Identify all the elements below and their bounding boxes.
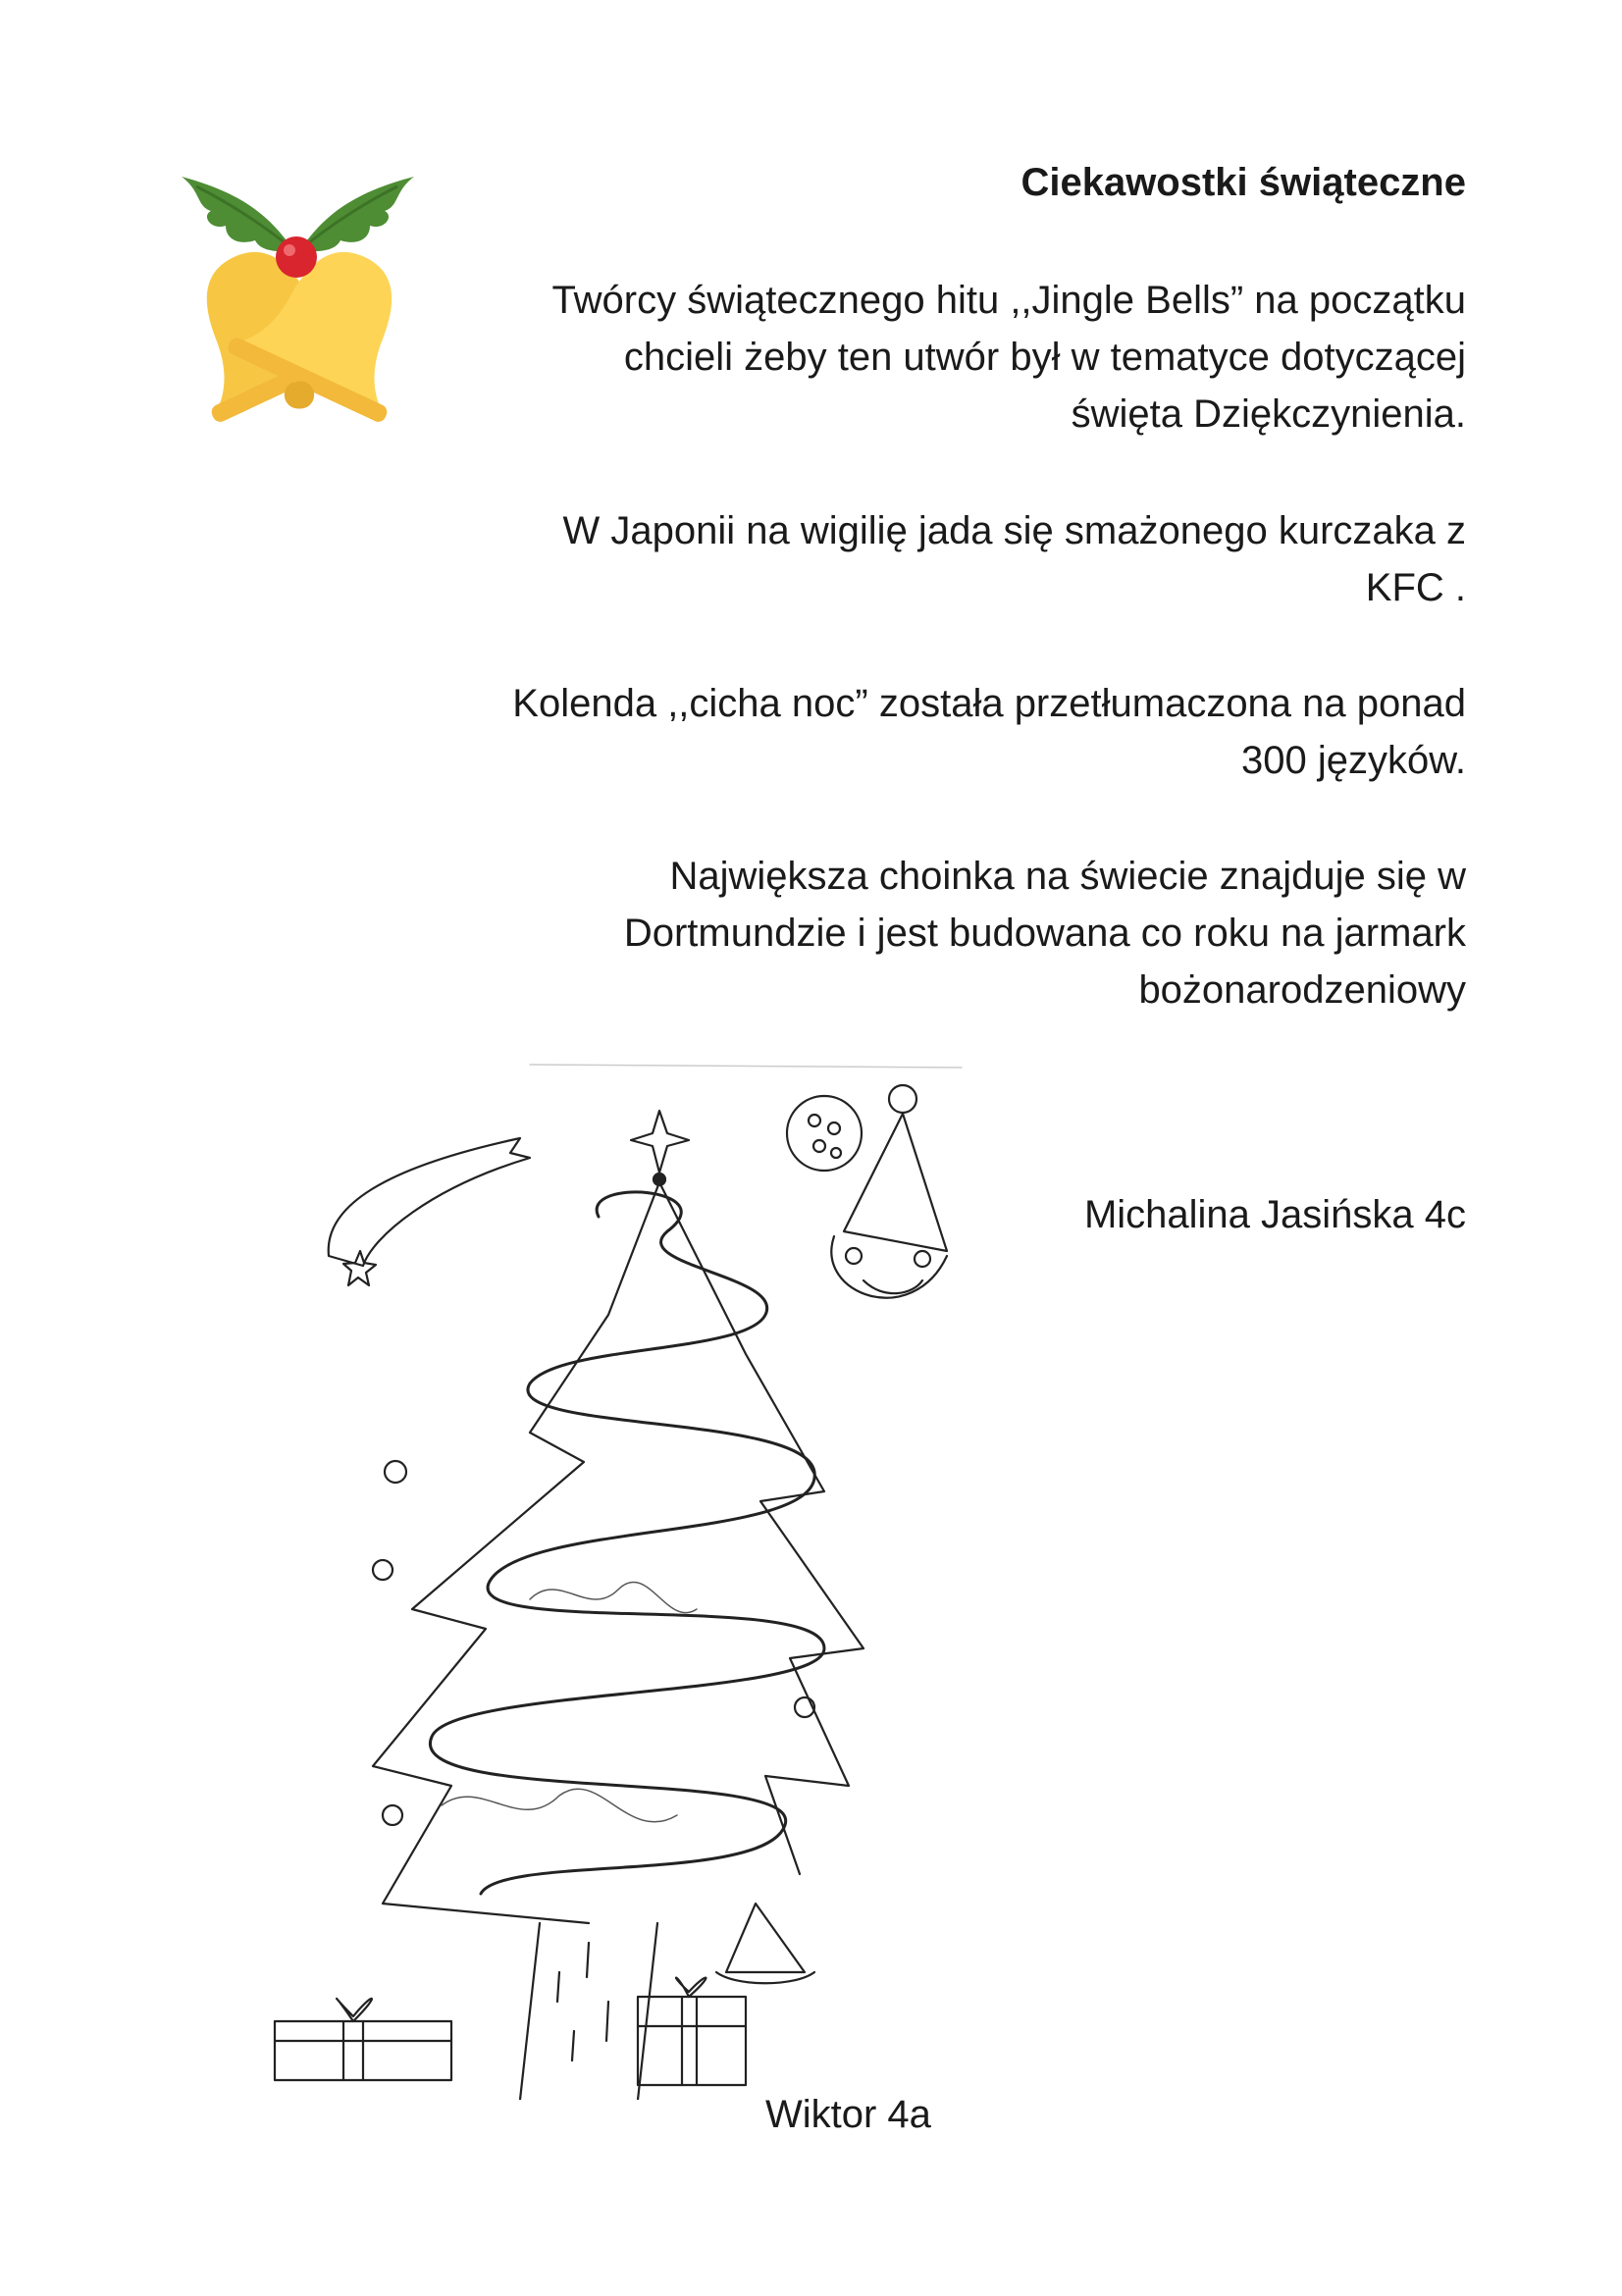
fact-japan-kfc (387, 502, 1466, 616)
text-line: święta Dziękczynienia. (1071, 392, 1466, 436)
text-line: bożonarodzeniowy (1138, 968, 1466, 1012)
text-line: KFC . (1365, 566, 1466, 609)
fact-jingle-bells (387, 272, 1466, 443)
text-line: Dortmundzie i jest budowana co roku na jarmark (623, 912, 1466, 955)
author-signature: Michalina Jasińska 4c (1083, 1193, 1466, 1236)
page-title: Ciekawostki świąteczne (1020, 161, 1466, 204)
text-line: Twórcy świątecznego hitu ,,Jingle Bells” na początku (551, 279, 1466, 322)
christmas-tree-drawing (235, 1060, 981, 2100)
fact-largest-tree (387, 848, 1466, 1018)
text-line: W Japonii na wigilię jada się smażonego kurczaka z (562, 509, 1466, 552)
text-line: 300 języków. (1240, 739, 1466, 782)
drawing-caption: Wiktor 4a (765, 2093, 931, 2136)
text-line: Kolenda ,,cicha noc” została przetłumaczona na ponad (512, 682, 1466, 725)
text-line: Największa choinka na świecie znajduje się w (669, 855, 1466, 898)
text-line: chcieli żeby ten utwór był w tematyce dotyczącej (623, 336, 1466, 379)
fact-silent-night (387, 675, 1466, 789)
